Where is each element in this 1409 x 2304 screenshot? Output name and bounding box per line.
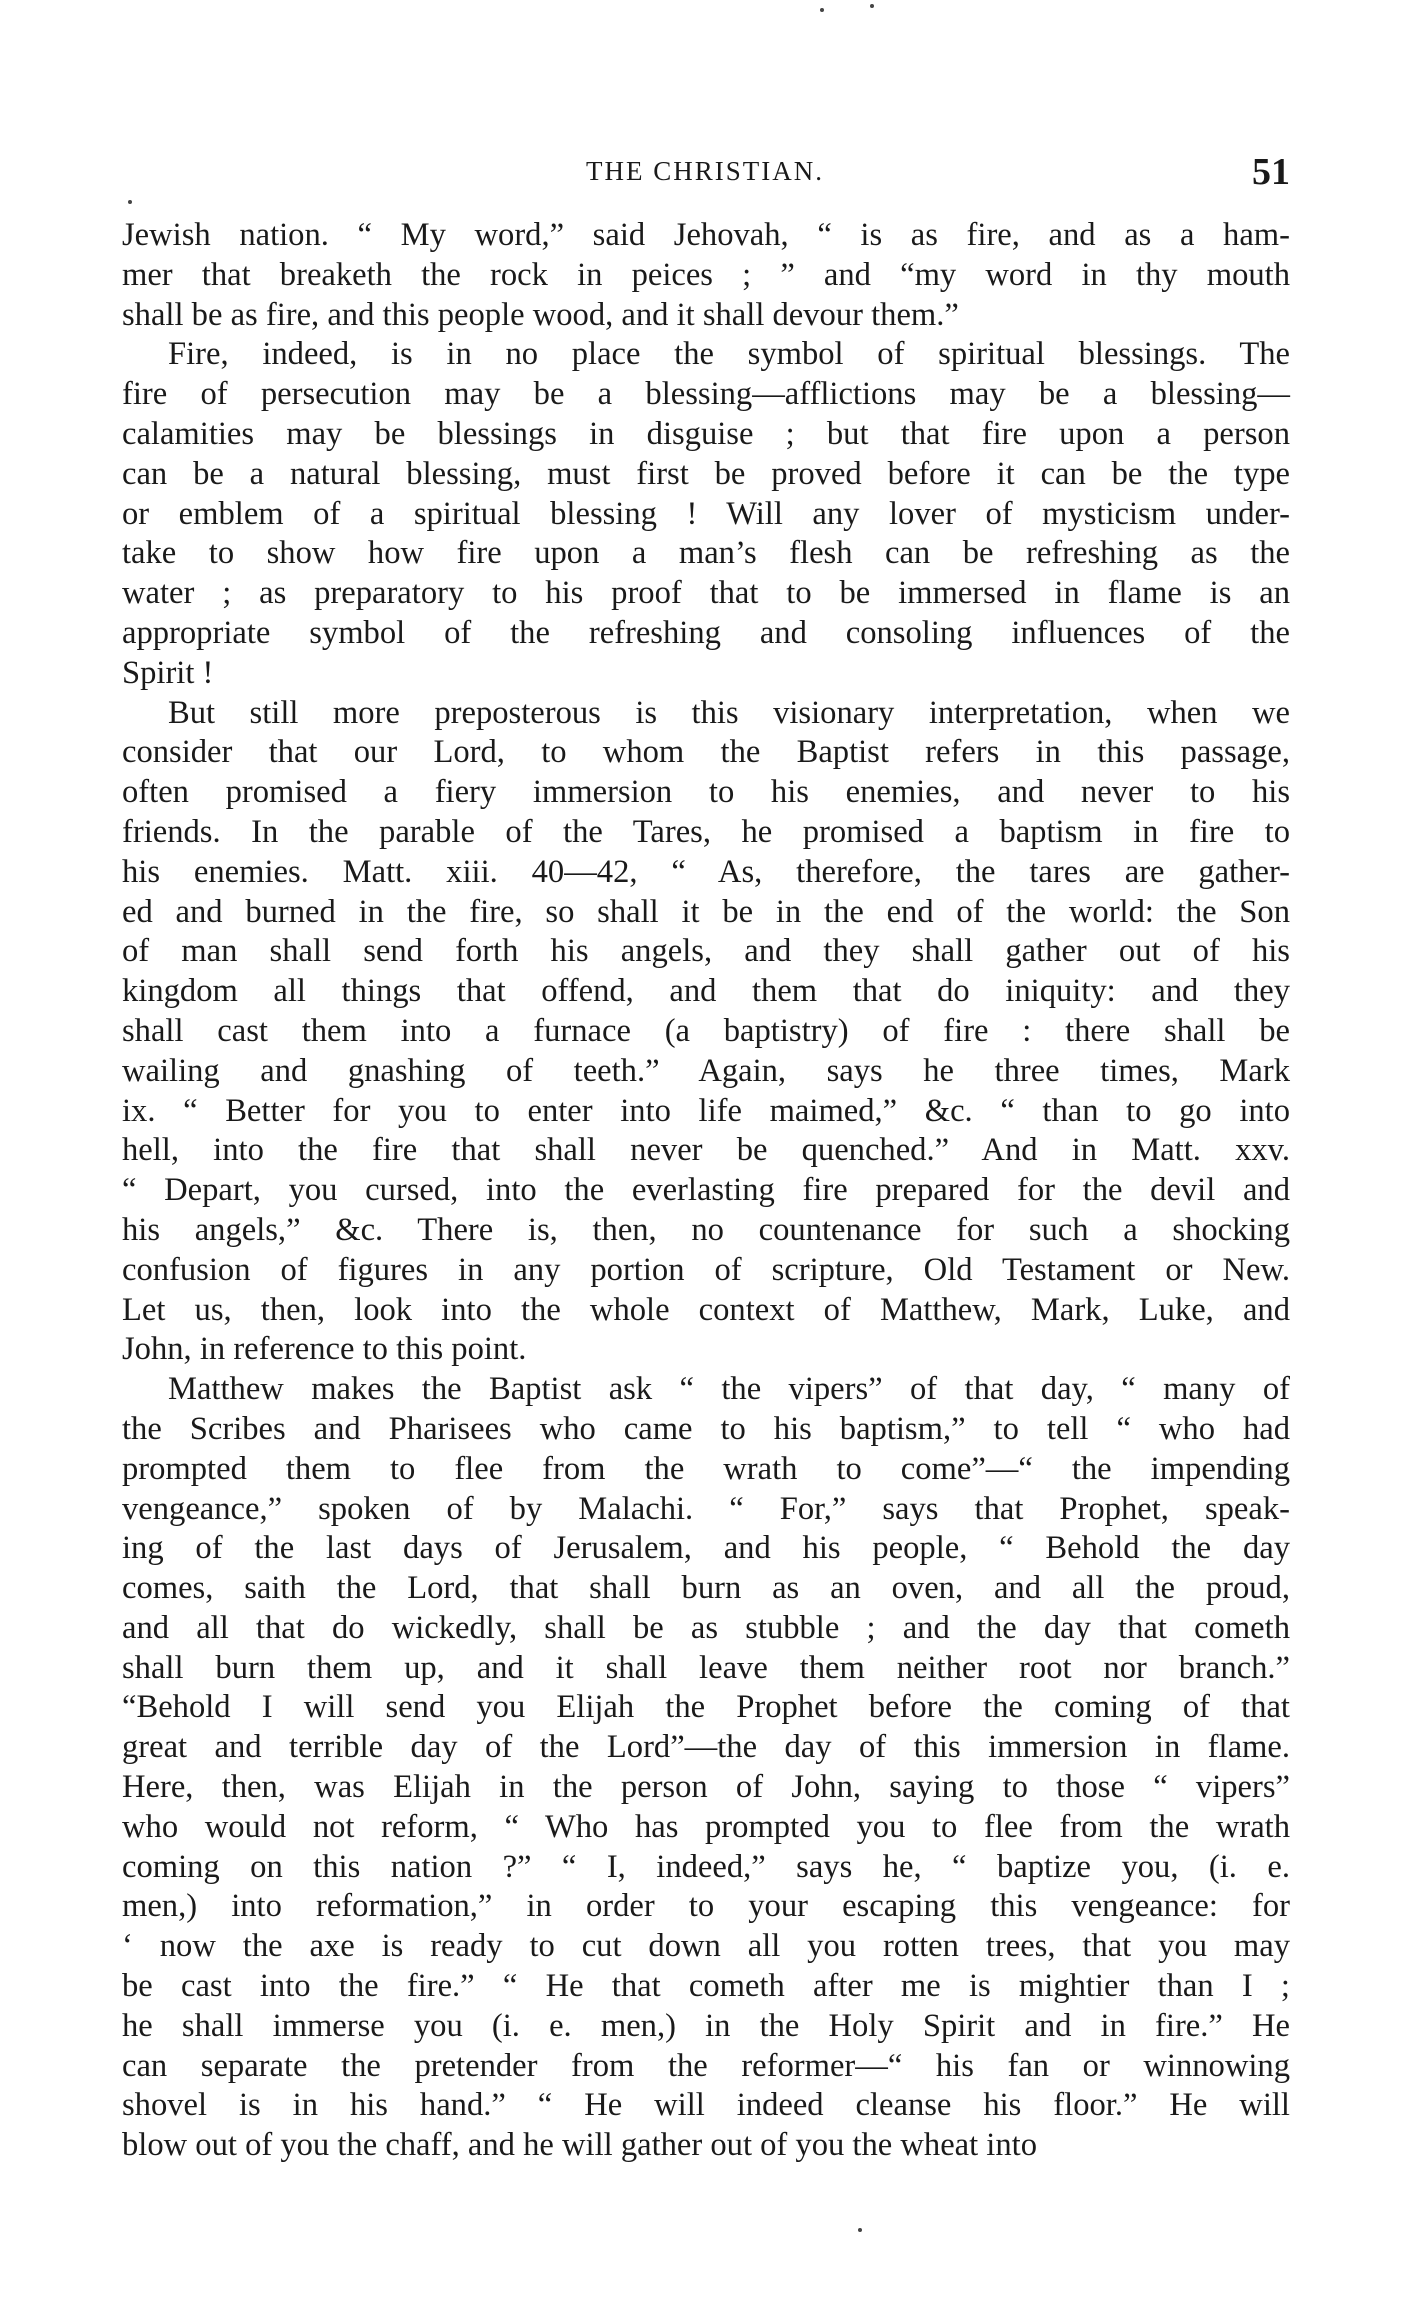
text-line: ing of the last days of Jerusalem, and his people, “ Behold the day xyxy=(122,1530,1290,1567)
text-line: confusion of figures in any portion of scripture, Old Testament or New. xyxy=(122,1251,1290,1288)
body-text xyxy=(122,216,1290,2166)
text-line: his enemies. Matt. xiii. 40—42, “ As, therefore, the tares are gather- xyxy=(122,853,1290,890)
ink-speck xyxy=(820,8,824,12)
text-line: who would not reform, “ Who has prompted you to flee from the wrath xyxy=(122,1808,1290,1845)
ink-speck xyxy=(128,200,132,204)
text-line: can be a natural blessing, must first be proved before it can be the type xyxy=(122,455,1290,492)
text-line: great and terrible day of the Lord”—the day of this immersion in flame. xyxy=(122,1729,1290,1766)
text-line: calamities may be blessings in disguise ; but that fire upon a person xyxy=(122,415,1290,452)
text-line: the Scribes and Pharisees who came to his baptism,” to tell “ who had xyxy=(122,1410,1290,1447)
text-line: blow out of you the chaff, and he will gather out of you the wheat into xyxy=(122,2127,1037,2164)
text-line: his angels,” &c. There is, then, no countenance for such a shocking xyxy=(122,1211,1290,1248)
text-line: ‘ now the axe is ready to cut down all you rotten trees, that you may xyxy=(122,1928,1290,1965)
text-line: kingdom all things that offend, and them that do iniquity: and they xyxy=(122,973,1290,1010)
text-line: friends. In the parable of the Tares, he promised a baptism in fire to xyxy=(122,813,1290,850)
text-line: shall cast them into a furnace (a baptistry) of fire : there shall be xyxy=(122,1012,1290,1049)
text-line: be cast into the fire.” “ He that cometh after me is mightier than I ; xyxy=(122,1968,1290,2005)
text-line: comes, saith the Lord, that shall burn as an oven, and all the proud, xyxy=(122,1570,1290,1607)
text-line: coming on this nation ?” “ I, indeed,” says he, “ baptize you, (i. e. xyxy=(122,1848,1290,1885)
text-line: or emblem of a spiritual blessing ! Will any lover of mysticism under- xyxy=(122,495,1290,532)
text-line: prompted them to flee from the wrath to come”—“ the impending xyxy=(122,1450,1290,1487)
text-line: Matthew makes the Baptist ask “ the vipers” of that day, “ many of xyxy=(168,1371,1290,1408)
text-line: Here, then, was Elijah in the person of John, saying to those “ vipers” xyxy=(122,1769,1290,1806)
text-line: take to show how fire upon a man’s flesh can be refreshing as the xyxy=(122,535,1290,572)
text-line: of man shall send forth his angels, and they shall gather out of his xyxy=(122,933,1290,970)
text-line: Spirit ! xyxy=(122,654,214,691)
page-number: 51 xyxy=(1252,151,1290,193)
text-line: Let us, then, look into the whole context of Matthew, Mark, Luke, and xyxy=(122,1291,1290,1328)
text-line: Fire, indeed, is in no place the symbol of spiritual blessings. The xyxy=(168,336,1290,373)
text-line: mer that breaketh the rock in peices ; ” and “my word in thy mouth xyxy=(122,256,1290,293)
text-line: vengeance,” spoken of by Malachi. “ For,” says that Prophet, speak- xyxy=(122,1490,1290,1527)
text-line: John, in reference to this point. xyxy=(122,1331,527,1368)
text-line: he shall immerse you (i. e. men,) in the Holy Spirit and in fire.” He xyxy=(122,2007,1290,2044)
text-line: often promised a fiery immersion to his enemies, and never to his xyxy=(122,774,1290,811)
text-line: ed and burned in the fire, so shall it be in the end of the world: the Son xyxy=(122,893,1290,930)
ink-speck xyxy=(858,2228,862,2232)
running-head: THE CHRISTIAN. xyxy=(586,156,824,186)
text-line: “ Depart, you cursed, into the everlasting fire prepared for the devil and xyxy=(122,1172,1290,1209)
text-line: shall be as fire, and this people wood, and it shall devour them.” xyxy=(122,296,959,333)
text-line: appropriate symbol of the refreshing and consoling influences of the xyxy=(122,614,1290,651)
text-line: can separate the pretender from the reformer—“ his fan or winnowing xyxy=(122,2047,1290,2084)
text-line: shall burn them up, and it shall leave them neither root nor branch.” xyxy=(122,1649,1290,1686)
text-line: consider that our Lord, to whom the Baptist refers in this passage, xyxy=(122,734,1290,771)
page-header xyxy=(120,150,1290,200)
text-line: men,) into reformation,” in order to your escaping this vengeance: for xyxy=(122,1888,1290,1925)
text-line: hell, into the fire that shall never be quenched.” And in Matt. xxv. xyxy=(122,1132,1290,1169)
text-line: water ; as preparatory to his proof that to be immersed in flame is an xyxy=(122,575,1290,612)
text-line: fire of persecution may be a blessing—afflictions may be a blessing— xyxy=(122,376,1290,413)
ink-speck xyxy=(870,4,874,8)
text-line: “Behold I will send you Elijah the Prophet before the coming of that xyxy=(122,1689,1290,1726)
text-line: But still more preposterous is this visionary interpretation, when we xyxy=(168,694,1290,731)
text-line: Jewish nation. “ My word,” said Jehovah, “ is as fire, and as a ham- xyxy=(122,217,1290,253)
text-line: and all that do wickedly, shall be as stubble ; and the day that cometh xyxy=(122,1609,1290,1646)
text-line: shovel is in his hand.” “ He will indeed cleanse his floor.” He will xyxy=(122,2087,1290,2124)
text-line: wailing and gnashing of teeth.” Again, says he three times, Mark xyxy=(122,1052,1290,1089)
text-line: ix. “ Better for you to enter into life maimed,” &c. “ than to go into xyxy=(122,1092,1290,1129)
